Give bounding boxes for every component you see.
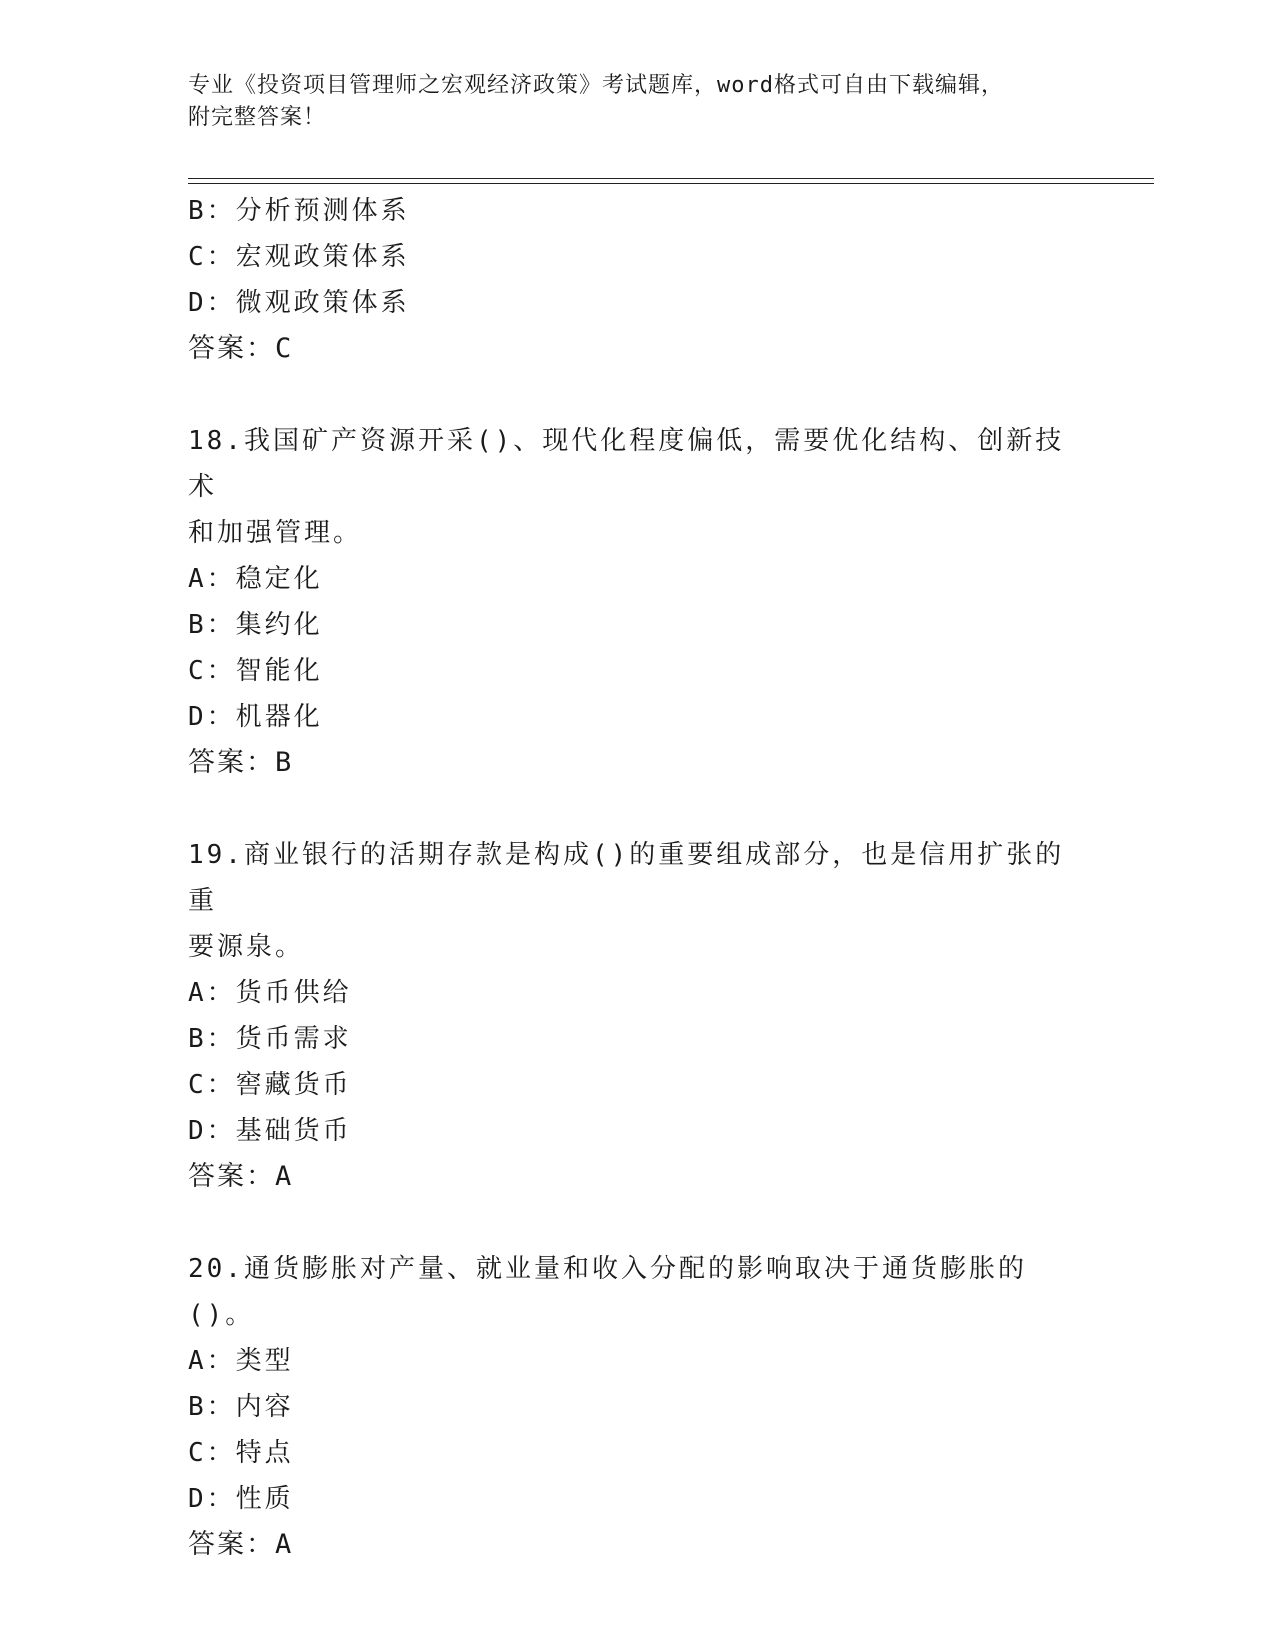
option-c: C：宏观政策体系 (188, 242, 410, 272)
option-b: B：内容 (188, 1392, 294, 1422)
question-text-line-2: 和加强管理。 (188, 518, 363, 548)
option-c: C：智能化 (188, 656, 323, 686)
option-b: B：分析预测体系 (188, 196, 410, 226)
question-18 (188, 418, 1088, 786)
option-b: B：集约化 (188, 610, 323, 640)
answer-label: 答案： (188, 1529, 275, 1560)
option-c: C：特点 (188, 1438, 294, 1468)
answer (188, 1522, 1088, 1568)
question-text-line-1: 19.商业银行的活期存款是构成()的重要组成部分，也是信用扩张的重 (188, 840, 1065, 916)
answer-value: A (275, 1529, 294, 1560)
question-text (188, 832, 1068, 970)
question-list (188, 188, 1088, 1568)
question-20 (188, 1246, 1088, 1568)
option-d: D：微观政策体系 (188, 288, 410, 318)
question-19 (188, 832, 1088, 1200)
answer-label: 答案： (188, 1161, 275, 1192)
header-divider-top (188, 178, 1154, 179)
answer (188, 326, 1088, 372)
option-d: D：机器化 (188, 702, 323, 732)
answer (188, 1154, 1088, 1200)
question-text-line-2: 要源泉。 (188, 932, 305, 962)
option-b: B：货币需求 (188, 1024, 352, 1054)
question-text (188, 418, 1068, 556)
option-d: D：性质 (188, 1484, 294, 1514)
answer-value: C (275, 333, 294, 364)
answer-label: 答案： (188, 747, 275, 778)
option-d: D：基础货币 (188, 1116, 352, 1146)
option-a: A：货币供给 (188, 978, 352, 1008)
answer-value: A (275, 1161, 294, 1192)
option-c: C：窖藏货币 (188, 1070, 352, 1100)
answer-label: 答案： (188, 333, 275, 364)
option-a: A：类型 (188, 1346, 294, 1376)
answer (188, 740, 1088, 786)
document-header (188, 70, 1088, 134)
option-a: A：稳定化 (188, 564, 323, 594)
question-text (188, 1246, 1068, 1338)
header-divider-bottom (188, 183, 1154, 184)
answer-value: B (275, 747, 294, 778)
header-line-2: 附完整答案！ (188, 105, 327, 130)
header-line-1: 专业《投资项目管理师之宏观经济政策》考试题库，word格式可自由下载编辑， (188, 73, 1004, 98)
question-text-line-1: 18.我国矿产资源开采()、现代化程度偏低，需要优化结构、创新技术 (188, 426, 1065, 502)
question-continued (188, 188, 1088, 372)
question-text-line-1: 20.通货膨胀对产量、就业量和收入分配的影响取决于通货膨胀的()。 (188, 1254, 1027, 1330)
